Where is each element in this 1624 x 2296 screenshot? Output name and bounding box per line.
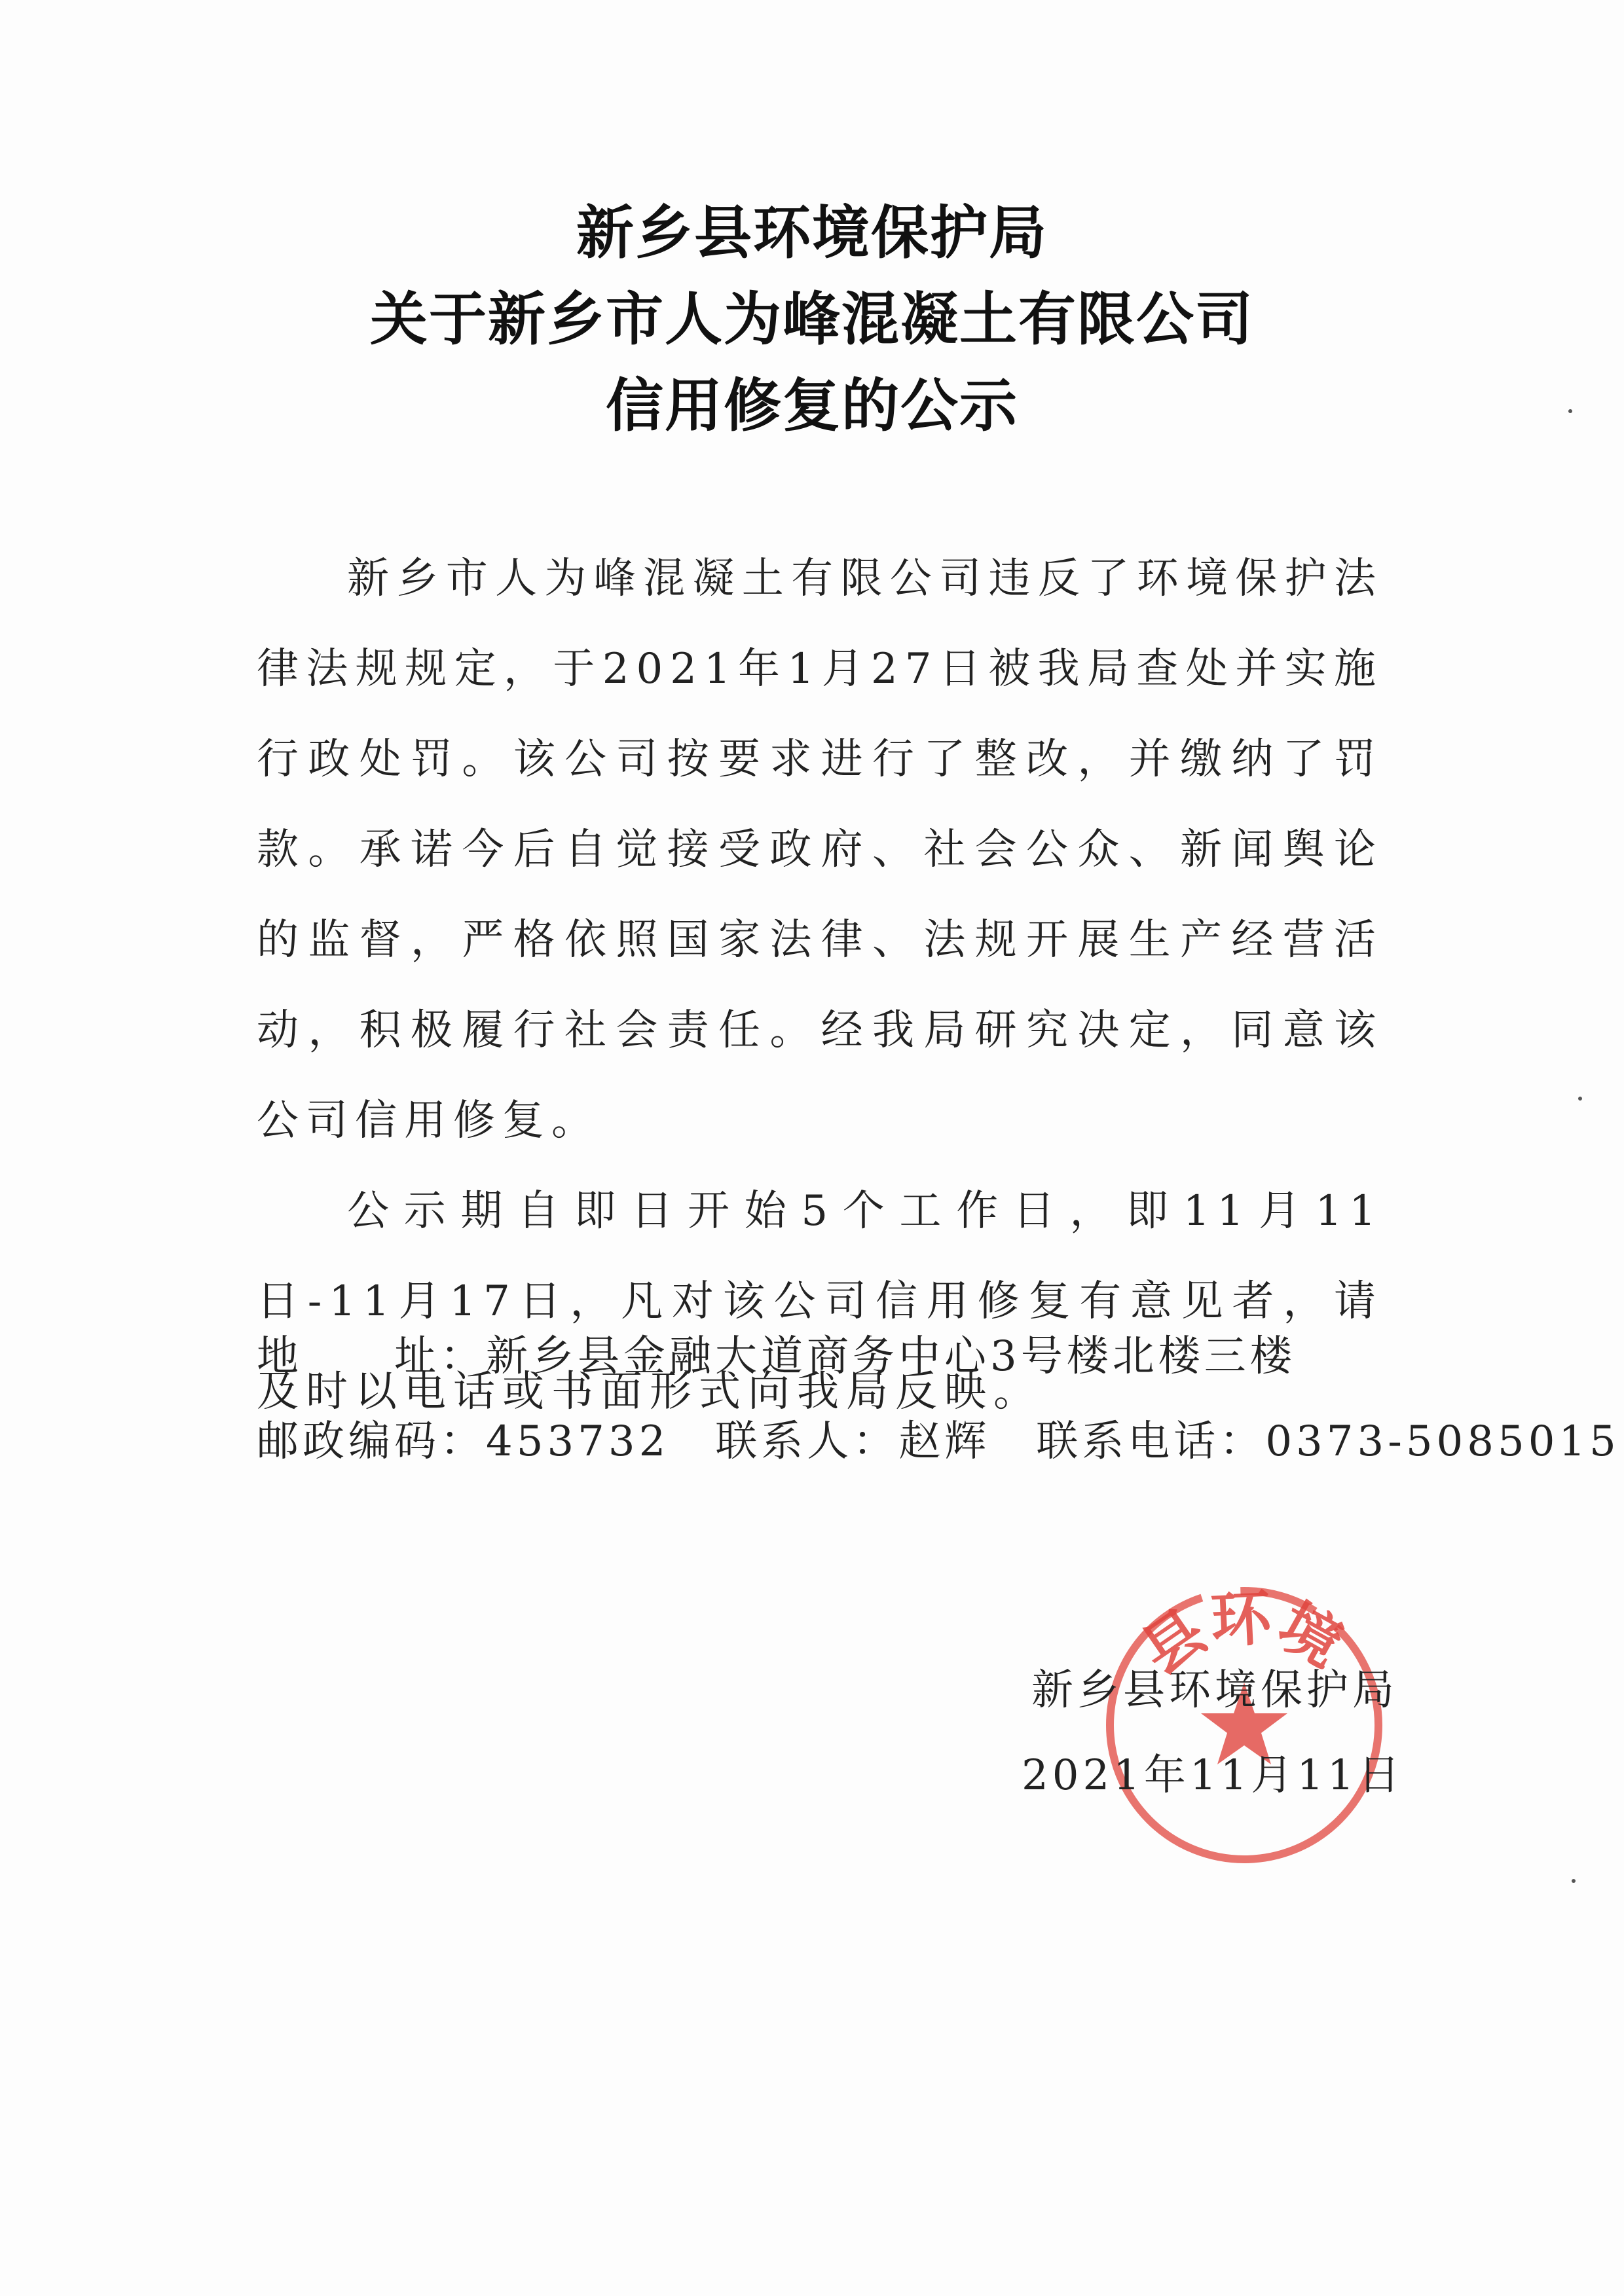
contact-line [257, 1408, 1620, 1468]
body-paragraph-1: 新乡市人为峰混凝土有限公司违反了环境保护法律法规规定，于2021年1月27日被我局查处并实施行政处罚。该公司按要求进行了整改，并缴纳了罚款。承诺今后自觉接受政府、社会公众、新闻舆论的监督，严格依照国家法律、法规开展生产经营活动，积极履行社会责任。经我局研究决定，同意该公司信用修复。 [257, 555, 1383, 1145]
issuer-name: 新乡县环境保护局 [1031, 1666, 1398, 1715]
postcode-label: 邮政编码： [257, 1417, 486, 1466]
phone-label: 联系电话： [1036, 1417, 1266, 1466]
title-line-1: 新乡县环境保护局 [576, 199, 1048, 266]
scan-speck [1568, 409, 1572, 413]
issue-date: 2021年11月11日 [1022, 1751, 1404, 1800]
contact-person-label: 联系人： [715, 1417, 899, 1466]
address-value: 新乡县金融大道商务中心3号楼北楼三楼 [486, 1332, 1296, 1381]
document-title [0, 190, 1624, 449]
title-line-3: 信用修复的公示 [605, 372, 1018, 439]
title-line-2: 关于新乡市人为峰混凝土有限公司 [369, 285, 1254, 353]
address-label: 地 址： [257, 1332, 486, 1381]
seal-text: 县环境 [1129, 1582, 1354, 1688]
document-body [257, 534, 1383, 1437]
scan-speck [1578, 1097, 1582, 1101]
address-line [257, 1322, 1296, 1383]
official-seal [1087, 1568, 1401, 1882]
phone-value: 0373-5085015 [1265, 1417, 1620, 1466]
postcode-value: 453732 [486, 1417, 670, 1466]
body-paragraph-2: 公示期自即日开始5个工作日，即11月11日-11月17日，凡对该公司信用修复有意见者，请及时以电话或书面形式向我局反映。 [257, 1187, 1383, 1416]
scan-speck [1572, 1879, 1576, 1883]
contact-person-value: 赵辉 [898, 1417, 991, 1466]
